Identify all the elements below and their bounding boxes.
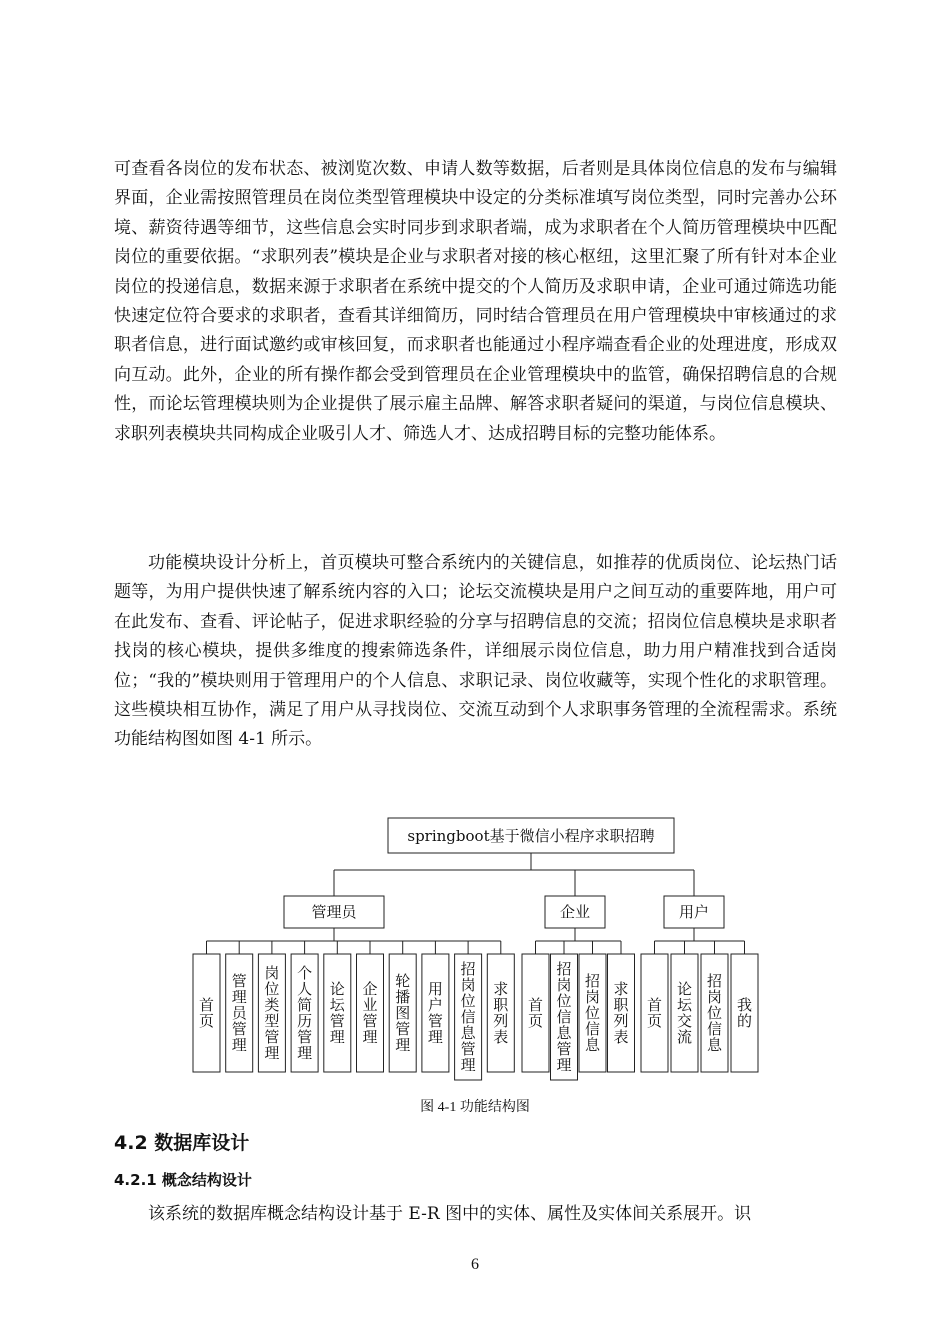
diagram-child-label: 首页: [198, 996, 215, 1030]
diagram-child-label: 招岗位信息管理: [556, 960, 572, 1074]
diagram-root-label: springboot基于微信小程序求职招聘: [407, 827, 655, 845]
diagram-child-label: 用户管理: [427, 980, 443, 1046]
diagram-child-label: 论坛管理: [329, 980, 345, 1046]
diagram-child-label: 岗位类型管理: [264, 964, 280, 1062]
page-number: 6: [471, 1256, 479, 1273]
diagram-child-label: 个人简历管理: [297, 964, 313, 1062]
figure-caption: 图 4-1 功能结构图: [420, 1100, 530, 1115]
diagram-child-label: 论坛交流: [676, 980, 693, 1046]
body-paragraph-2: 功能模块设计分析上，首页模块可整合系统内的关键信息，如推荐的优质岗位、论坛热门话题等，为用户提供快速了解系统内容的入口；论坛交流模块是用户之间互动的重要阵地，用户可在此发布、查看、评论帖子，促进求职经验的分享与招聘信息的交流；招岗位信息模块是求职者找岗的核心模块，提供多维度的搜索筛选条件，详细展示岗位信息，助力用户精准找到合适岗位；“我的”模块则用于管理用户的个人信息、求职记录、岗位收藏等，实现个性化的求职管理。这些模块相互协作，满足了用户从寻找岗位、交流互动到个人求职事务管理的全流程需求。系统功能结构图如图 4-1 所示。: [114, 553, 837, 750]
diagram-child-label: 求职列表: [493, 980, 509, 1046]
section-heading: 4.2 数据库设计: [114, 1132, 250, 1154]
diagram-group-label: 企业: [559, 903, 591, 921]
diagram-child-label: 招岗位信息管理: [460, 960, 476, 1074]
diagram-child-label: 轮播图管理: [395, 972, 411, 1054]
body-paragraph-1: 可查看各岗位的发布状态、被浏览次数、申请人数等数据，后者则是具体岗位信息的发布与编辑界面，企业需按照管理员在岗位类型管理模块中设定的分类标准填写岗位类型，同时完善办公环境、薪资待遇等细节，这些信息会实时同步到求职者端，成为求职者在个人简历管理模块中匹配岗位的重要依据。“求职列表”模块是企业与求职者对接的核心枢纽，这里汇聚了所有针对本企业岗位的投递信息，数据来源于求职者在系统中提交的个人简历及求职申请，企业可通过筛选功能快速定位符合要求的求职者，查看其详细简历，同时结合管理员在用户管理模块中审核通过的求职者信息，进行面试邀约或审核回复，而求职者也能通过小程序端查看企业的处理进度，形成双向互动。此外，企业的所有操作都会受到管理员在企业管理模块中的监管，确保招聘信息的合规性，而论坛管理模块则为企业提供了展示雇主品牌、解答求职者疑问的渠道，与岗位信息模块、求职列表模块共同构成企业吸引人才、筛选人才、达成招聘目标的完整功能体系。: [114, 159, 837, 444]
diagram-child-label: 企业管理: [362, 980, 378, 1046]
diagram-group-label: 管理员: [311, 903, 357, 921]
diagram-group-label: 用户: [678, 903, 710, 921]
diagram-child-label: 管理员管理: [231, 972, 247, 1054]
diagram-child-label: 首页: [646, 996, 663, 1030]
diagram-child-label: 我的: [736, 996, 753, 1030]
body-paragraph-3: 该系统的数据库概念结构设计基于 E-R 图中的实体、属性及实体间关系展开。识: [148, 1204, 752, 1224]
subsection-heading: 4.2.1 概念结构设计: [114, 1171, 252, 1189]
diagram-child-label: 首页: [527, 996, 544, 1030]
diagram-child-label: 招岗位信息: [706, 972, 723, 1054]
function-structure-diagram: [0, 810, 950, 1095]
diagram-child-label: 求职列表: [613, 980, 629, 1046]
diagram-child-label: 招岗位信息: [584, 972, 601, 1054]
